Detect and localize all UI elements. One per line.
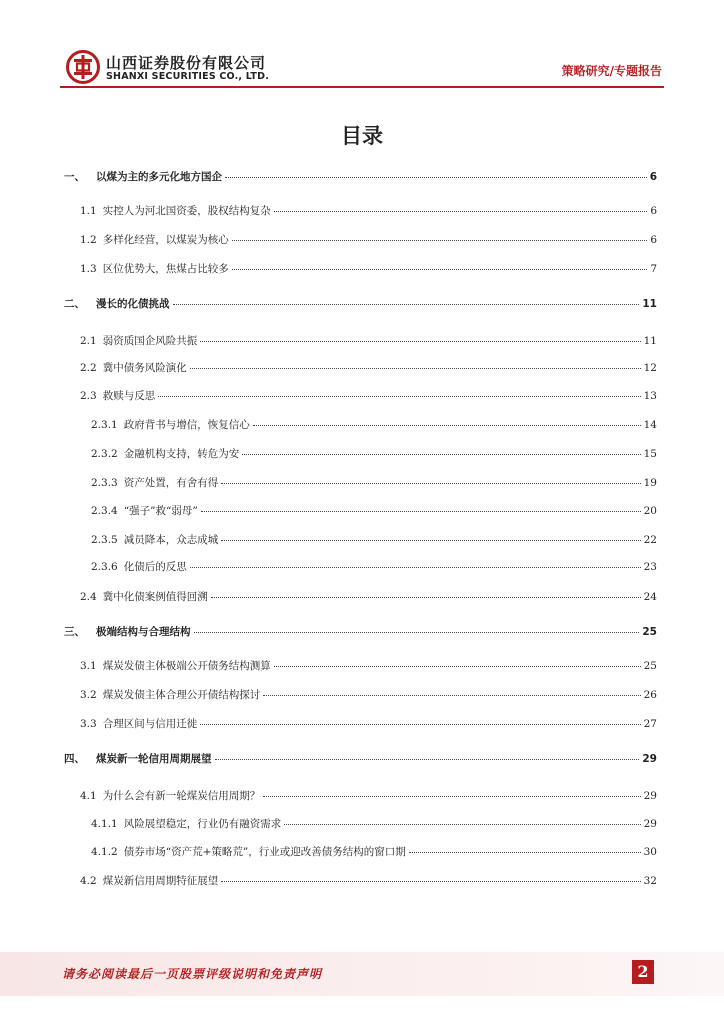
toc-leader-dots (284, 824, 640, 825)
toc-entry-title: 冀中债务风险演化 (102, 362, 187, 374)
toc-entry-page: 11 (642, 298, 657, 310)
toc-entry-title: “强子”救“弱母” (123, 505, 198, 517)
toc-entry-page: 20 (643, 505, 657, 517)
toc-leader-dots (190, 368, 641, 369)
toc-entry-title: 资产处置，有舍有得 (123, 477, 219, 489)
toc-leader-dots (158, 396, 640, 397)
toc-entry[interactable] (80, 233, 657, 247)
toc-leader-dots (221, 483, 640, 484)
toc-entry-page: 25 (642, 626, 657, 638)
toc-entry-number: 2.1 (80, 335, 97, 347)
toc-entry-number: 2.3 (80, 390, 97, 402)
toc-entry-number: 4.1 (80, 790, 97, 802)
toc-entry-title: 以煤为主的多元化地方国企 (96, 171, 222, 183)
toc-entry-number: 一、 (64, 171, 85, 183)
toc-entry-page: 22 (643, 534, 657, 546)
toc-entry-number: 3.3 (80, 718, 97, 730)
toc-entry-title: 债券市场“资产荒+策略荒”，行业或迎改善债务结构的窗口期 (123, 846, 406, 858)
toc-leader-dots (221, 881, 640, 882)
toc-entry-number: 2.4 (80, 591, 97, 603)
toc-entry[interactable] (80, 334, 657, 348)
toc-entry-title: 实控人为河北国资委，股权结构复杂 (102, 205, 271, 217)
toc-entry[interactable] (64, 752, 657, 766)
toc-entry[interactable] (80, 659, 657, 673)
toc-entry-number: 1.2 (80, 234, 97, 246)
toc-entry-number: 3.2 (80, 689, 97, 701)
toc-entry[interactable] (91, 533, 657, 547)
toc-leader-dots (242, 454, 640, 455)
toc-entry[interactable] (80, 204, 657, 218)
toc-entry-page: 13 (643, 390, 657, 402)
toc-entry-number: 2.3.5 (91, 534, 118, 546)
page-number: 2 (632, 960, 654, 984)
toc-entry-title: 煤炭新信用周期特征展望 (102, 875, 219, 887)
toc-entry-number: 1.3 (80, 263, 97, 275)
toc-entry-title: 政府背书与增信，恢复信心 (123, 419, 250, 431)
toc-entry-page: 26 (643, 689, 657, 701)
toc-entry-page: 32 (643, 875, 657, 887)
toc-entry-title: 为什么会有新一轮煤炭信用周期？ (102, 790, 261, 802)
toc-leader-dots (409, 852, 641, 853)
toc-entry-title: 救赎与反思 (102, 390, 156, 402)
toc-entry-title: 风险展望稳定，行业仍有融资需求 (123, 818, 282, 830)
toc-entry[interactable] (80, 590, 657, 604)
toc-entry-page: 14 (643, 419, 657, 431)
company-logo (66, 50, 306, 86)
toc-entry-page: 15 (643, 448, 657, 460)
toc-entry-title: 煤炭发债主体合理公开债结构探讨 (102, 689, 261, 701)
toc-entry[interactable] (80, 874, 657, 888)
toc-leader-dots (200, 341, 640, 342)
toc-leader-dots (201, 511, 641, 512)
toc-leader-dots (232, 269, 648, 270)
toc-entry-title: 漫长的化债挑战 (96, 298, 170, 310)
shanxi-securities-logo-icon (66, 50, 100, 84)
toc-entry-number: 4.1.1 (91, 818, 118, 830)
toc-entry-number: 2.2 (80, 362, 97, 374)
toc-entry-number: 二、 (64, 298, 85, 310)
toc-leader-dots (211, 597, 641, 598)
toc-entry-number: 2.3.3 (91, 477, 118, 489)
toc-entry[interactable] (64, 625, 657, 639)
toc-entry-page: 27 (643, 718, 657, 730)
toc-entry[interactable] (80, 717, 657, 731)
toc-entry-page: 6 (649, 171, 657, 183)
toc-entry-number: 2.3.6 (91, 561, 118, 573)
toc-entry-title: 煤炭发债主体极端公开债务结构测算 (102, 660, 271, 672)
toc-entry-title: 金融机构支持，转危为安 (123, 448, 240, 460)
toc-entry[interactable] (80, 688, 657, 702)
toc-entry-title: 减员降本，众志成城 (123, 534, 219, 546)
toc-entry-page: 23 (643, 561, 657, 573)
toc-entry[interactable] (91, 504, 657, 518)
toc-entry[interactable] (80, 789, 657, 803)
toc-entry[interactable] (80, 262, 657, 276)
toc-entry-number: 2.3.2 (91, 448, 118, 460)
toc-entry-page: 30 (643, 846, 657, 858)
toc-entry[interactable] (64, 170, 657, 184)
toc-entry-title: 区位优势大，焦煤占比较多 (102, 263, 229, 275)
toc-entry-number: 1.1 (80, 205, 97, 217)
toc-entry[interactable] (64, 297, 657, 311)
toc-entry-number: 4.2 (80, 875, 97, 887)
toc-leader-dots (274, 666, 641, 667)
toc-entry-page: 11 (643, 335, 657, 347)
toc-entry[interactable] (91, 476, 657, 490)
toc-entry[interactable] (80, 361, 657, 375)
toc-leader-dots (194, 632, 640, 633)
header-divider (60, 86, 664, 88)
toc-leader-dots (274, 211, 648, 212)
toc-leader-dots (263, 695, 640, 696)
toc-entry-number: 3.1 (80, 660, 97, 672)
toc-entry-page: 24 (643, 591, 657, 603)
toc-entry-page: 12 (643, 362, 657, 374)
company-name-en: SHANXI SECURITIES CO., LTD. (106, 71, 270, 82)
toc-entry-title: 多样化经营，以煤炭为核心 (102, 234, 229, 246)
toc-leader-dots (232, 240, 648, 241)
toc-entry-page: 29 (642, 753, 657, 765)
toc-entry-title: 煤炭新一轮信用周期展望 (96, 753, 212, 765)
toc-entry[interactable] (91, 817, 657, 831)
toc-entry-number: 三、 (64, 626, 85, 638)
report-type-label: 策略研究/专题报告 (561, 64, 662, 78)
toc-leader-dots (173, 304, 640, 305)
toc-entry[interactable] (91, 560, 657, 574)
company-name-cn: 山西证券股份有限公司 (106, 54, 267, 72)
toc-entry-title: 弱资质国企风险共振 (102, 335, 198, 347)
toc-leader-dots (225, 177, 647, 178)
toc-entry-number: 2.3.1 (91, 419, 118, 431)
toc-entry-title: 化债后的反思 (123, 561, 187, 573)
toc-entry-page: 25 (643, 660, 657, 672)
footer-disclaimer: 请务必阅读最后一页股票评级说明和免责声明 (62, 967, 323, 981)
toc-entry[interactable] (91, 447, 657, 461)
toc-leader-dots (263, 796, 640, 797)
toc-entry-page: 6 (650, 234, 657, 246)
toc-leader-dots (190, 567, 641, 568)
toc-entry-title: 合理区间与信用迁徙 (102, 718, 198, 730)
toc-leader-dots (215, 759, 640, 760)
toc-entry-number: 2.3.4 (91, 505, 118, 517)
toc-entry-number: 四、 (64, 753, 85, 765)
toc-entry[interactable] (91, 418, 657, 432)
toc-entry-page: 7 (650, 263, 657, 275)
toc-leader-dots (221, 540, 640, 541)
toc-entry-number: 4.1.2 (91, 846, 118, 858)
toc-entry-page: 19 (643, 477, 657, 489)
toc-entry-title: 极端结构与合理结构 (96, 626, 191, 638)
toc-entry-page: 6 (650, 205, 657, 217)
toc-entry[interactable] (80, 389, 657, 403)
toc-entry-title: 冀中化债案例值得回溯 (102, 591, 208, 603)
toc-title: 目录 (341, 124, 383, 148)
toc-entry-page: 29 (643, 790, 657, 802)
toc-entry[interactable] (91, 845, 657, 859)
toc-leader-dots (253, 425, 641, 426)
toc-entry-page: 29 (643, 818, 657, 830)
toc-leader-dots (200, 724, 640, 725)
